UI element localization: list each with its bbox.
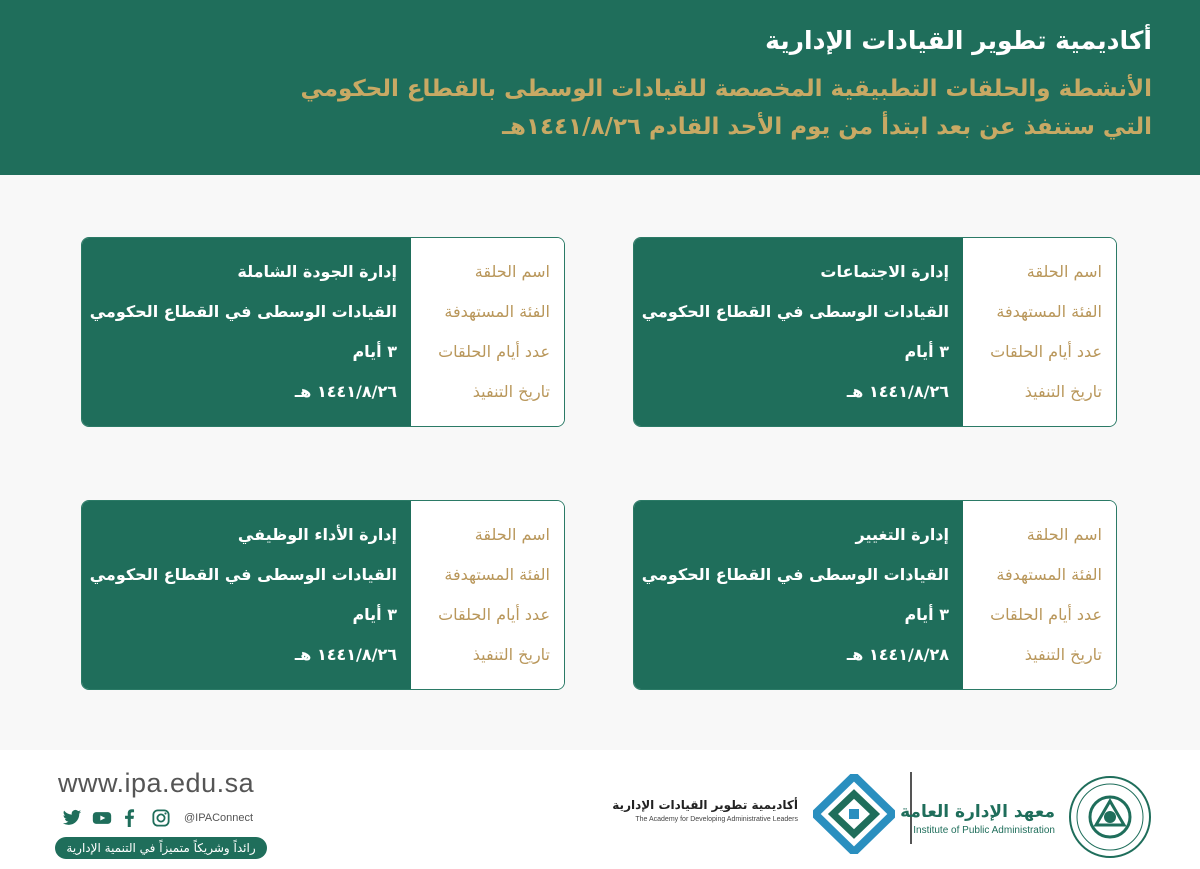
website-link[interactable]: www.ipa.edu.sa — [58, 768, 255, 798]
card-values — [634, 501, 963, 689]
course-card-meetings — [633, 237, 1117, 427]
label-audience: الفئة المستهدفة — [444, 565, 550, 584]
label-name: اسم الحلقة — [474, 525, 550, 544]
card-labels — [409, 238, 564, 426]
subtitle-line-2: التي ستنفذ عن بعد ابتدأ من يوم الأحد القادم ١٤٤١/٨/٢٦هـ — [502, 114, 1152, 140]
course-card-performance — [81, 500, 565, 690]
card-values — [82, 238, 411, 426]
instagram-icon[interactable] — [152, 809, 172, 827]
label-audience: الفئة المستهدفة — [996, 565, 1102, 584]
card-labels — [409, 501, 564, 689]
value-date: ١٤٤١/٨/٢٦ هـ — [294, 645, 397, 664]
social-handle: @IPAConnect — [184, 812, 254, 824]
value-name: إدارة الجودة الشاملة — [237, 262, 397, 281]
footer — [0, 750, 1200, 869]
card-labels — [961, 238, 1116, 426]
academy-logo-icon — [813, 774, 895, 854]
value-name: إدارة الاجتماعات — [820, 262, 949, 281]
value-date: ١٤٤١/٨/٢٨ هـ — [846, 645, 949, 664]
header-banner — [0, 0, 1200, 175]
facebook-icon[interactable] — [122, 809, 142, 827]
course-card-total-quality — [81, 237, 565, 427]
youtube-icon[interactable] — [92, 809, 112, 827]
label-name: اسم الحلقة — [474, 262, 550, 281]
card-values — [82, 501, 411, 689]
subtitle-line-1: الأنشطة والحلقات التطبيقية المخصصة للقيادات الوسطى بالقطاع الحكومي — [300, 76, 1152, 102]
label-name: اسم الحلقة — [1026, 525, 1102, 544]
cards-area — [0, 175, 1200, 750]
institute-name-en: Institute of Public Administration — [913, 825, 1055, 836]
label-days: عدد أيام الحلقات — [990, 342, 1102, 361]
label-name: اسم الحلقة — [1026, 262, 1102, 281]
twitter-icon[interactable] — [62, 809, 82, 827]
value-name: إدارة التغيير — [855, 525, 949, 544]
value-date: ١٤٤١/٨/٢٦ هـ — [846, 382, 949, 401]
label-date: تاريخ التنفيذ — [1024, 382, 1102, 401]
label-audience: الفئة المستهدفة — [444, 302, 550, 321]
value-audience: القيادات الوسطى في القطاع الحكومي — [89, 565, 397, 584]
label-days: عدد أيام الحلقات — [990, 605, 1102, 624]
label-audience: الفئة المستهدفة — [996, 302, 1102, 321]
course-card-change — [633, 500, 1117, 690]
value-audience: القيادات الوسطى في القطاع الحكومي — [641, 565, 949, 584]
card-values — [634, 238, 963, 426]
label-days: عدد أيام الحلقات — [438, 605, 550, 624]
academy-name-en: The Academy for Developing Administrative Leaders — [635, 816, 798, 823]
label-date: تاريخ التنفيذ — [472, 382, 550, 401]
institute-seal-icon — [1068, 775, 1152, 859]
value-audience: القيادات الوسطى في القطاع الحكومي — [641, 302, 949, 321]
slogan-badge: رائداً وشريكاً متميزاً في التنمية الإدارية — [55, 837, 267, 859]
value-date: ١٤٤١/٨/٢٦ هـ — [294, 382, 397, 401]
social-links — [62, 808, 253, 828]
value-audience: القيادات الوسطى في القطاع الحكومي — [89, 302, 397, 321]
card-labels — [961, 501, 1116, 689]
value-days: ٣ أيام — [352, 605, 397, 624]
value-name: إدارة الأداء الوظيفي — [237, 525, 397, 544]
label-date: تاريخ التنفيذ — [472, 645, 550, 664]
value-days: ٣ أيام — [352, 342, 397, 361]
institute-name-ar: معهد الإدارة العامة — [900, 802, 1055, 822]
value-days: ٣ أيام — [904, 342, 949, 361]
label-date: تاريخ التنفيذ — [1024, 645, 1102, 664]
academy-name-ar: أكاديمية تطوير القيادات الإدارية — [612, 798, 798, 812]
page-title: أكاديمية تطوير القيادات الإدارية — [765, 26, 1152, 55]
label-days: عدد أيام الحلقات — [438, 342, 550, 361]
value-days: ٣ أيام — [904, 605, 949, 624]
